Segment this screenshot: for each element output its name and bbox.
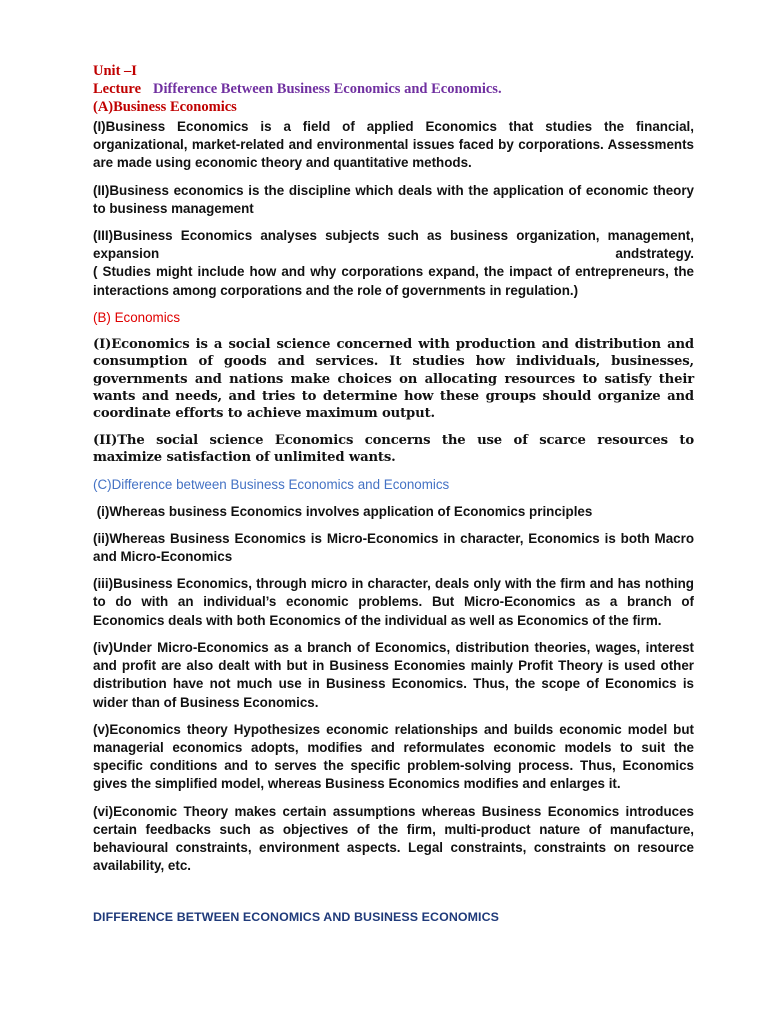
difference-item-1: (i)Whereas business Economics involves application of Economics principles [93, 503, 593, 519]
section-a-paragraph-1: (I)Business Economics is a field of applied Economics that studies the financial, organizational, market-related and environmental issues faced by corporations. Assessments are made using economic theory and quantitative methods. [93, 119, 694, 171]
footer-heading: DIFFERENCE BETWEEN ECONOMICS AND BUSINESS ECONOMICS [93, 910, 499, 924]
section-b-heading: (B) Economics [93, 309, 181, 325]
section-a-paragraph-4: ( Studies might include how and why corporations expand, the impact of entrepreneurs, the interactions among corporations and the role of governments in regulation.) [93, 264, 694, 298]
section-b-paragraph-2: (II)The social science Economics concerns the use of scarce resources to maximize satisfaction of unlimited wants. [93, 432, 694, 466]
difference-item-5: (v)Economics theory Hypothesizes economic relationships and builds economic model but managerial economics adopts, modifies and reformulates economic models to suit the specific conditions and to serves the specific problem-solving process. Thus, Economics gives the simplified model, whereas Business Economics modifies and enlarges it. [93, 721, 694, 792]
difference-item-6: (vi)Economic Theory makes certain assumptions whereas Business Economics introduces certain feedbacks such as objectives of the firm, multi-product nature of manufacture, behavioural constraints, environment aspects. Legal constraints, constraints on resource availability, etc. [93, 803, 694, 874]
unit-heading: Unit –I [93, 63, 137, 79]
lecture-label: Lecture [93, 81, 142, 97]
section-a-heading: (A)Business Economics [93, 99, 237, 115]
difference-item-4: (iv)Under Micro-Economics as a branch of Economics, distribution theories, wages, interest and profit are also dealt with but in Business Economies mainly Profit Theory is used other distribution have not much use in Business Economics. Thus, the scope of Economics is wider than of Business Economics. [93, 639, 694, 710]
difference-item-2: (ii)Whereas Business Economics is Micro-Economics in character, Economics is both Macro and Micro-Economics [93, 530, 694, 565]
difference-item-3: (iii)Business Economics, through micro in character, deals only with the firm and has nothing to do with an individual’s economic problems. But Micro-Economics as a branch of Economics deals with both Economics of the individual as well as Economics of the firm. [93, 576, 694, 628]
section-a-paragraph-2: (II)Business economics is the discipline which deals with the application of economic theory to business management [93, 182, 694, 216]
section-a-paragraph-3: (III)Business Economics analyses subjects such as business organization, management, expansion andstrategy. [93, 228, 694, 262]
lecture-title: Difference Between Business Economics and Economics. [153, 81, 502, 97]
lecture-line [93, 80, 694, 98]
section-b-paragraph-1: (I)Economics is a social science concerned with production and distribution and consumption of goods and services. It studies how individuals, businesses, governments and nations make choices on allocating resources to satisfy their wants and needs, and tries to determine how these groups should organize and coordinate efforts to achieve maximum output. [93, 336, 694, 422]
section-c-heading: (C)Difference between Business Economics and Economics [93, 476, 450, 492]
